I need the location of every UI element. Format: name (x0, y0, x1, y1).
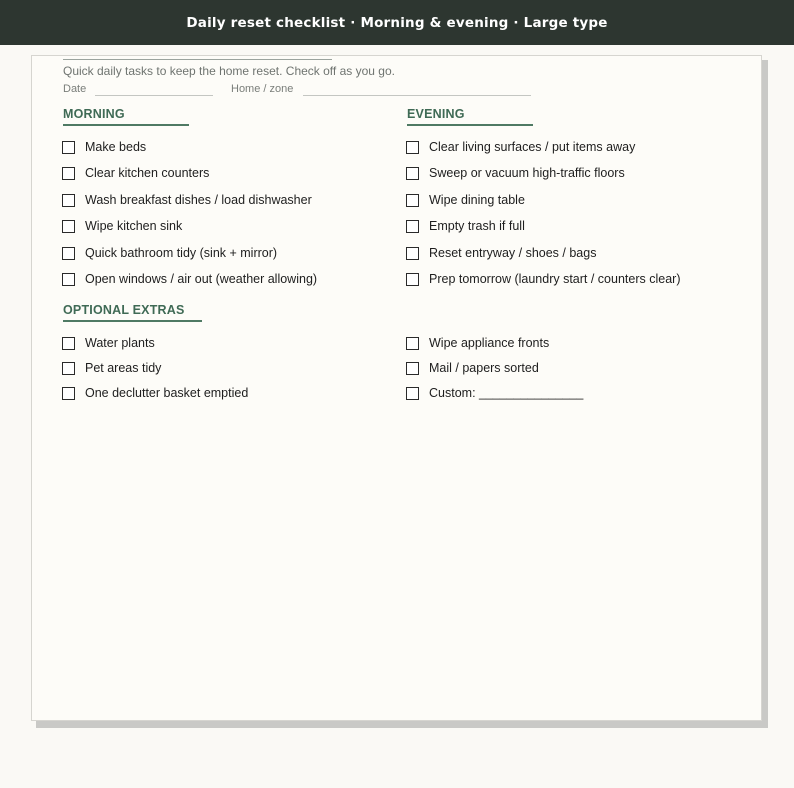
item-label: Prep tomorrow (laundry start / counters clear) (429, 272, 681, 286)
date-field-line[interactable] (95, 95, 213, 96)
checkbox[interactable] (406, 273, 419, 286)
morning-rule (63, 124, 189, 126)
extras-item[interactable] (406, 336, 549, 350)
item-label: Wash breakfast dishes / load dishwasher (85, 193, 312, 207)
checkbox[interactable] (62, 141, 75, 154)
extras-item[interactable] (406, 361, 539, 375)
checkbox[interactable] (62, 362, 75, 375)
checkbox[interactable] (62, 167, 75, 180)
checkbox[interactable] (406, 362, 419, 375)
checkbox[interactable] (62, 194, 75, 207)
evening-item[interactable] (406, 166, 625, 180)
morning-item[interactable] (62, 246, 277, 260)
item-label: Mail / papers sorted (429, 361, 539, 375)
checkbox[interactable] (406, 141, 419, 154)
checkbox[interactable] (62, 273, 75, 286)
checkbox[interactable] (62, 220, 75, 233)
item-label: Make beds (85, 140, 147, 154)
evening-item[interactable] (406, 193, 525, 207)
zone-field-line[interactable] (303, 95, 531, 96)
morning-item[interactable] (62, 272, 317, 286)
evening-item[interactable] (406, 219, 525, 233)
morning-item[interactable] (62, 219, 182, 233)
checkbox[interactable] (62, 387, 75, 400)
item-label: Custom: _______________ (429, 386, 584, 400)
morning-item[interactable] (62, 140, 146, 154)
evening-item[interactable] (406, 246, 596, 260)
extras-item[interactable] (62, 361, 161, 375)
item-label: Water plants (85, 336, 155, 350)
item-label: Reset entryway / shoes / bags (429, 246, 597, 260)
item-label: Sweep or vacuum high-traffic floors (429, 166, 625, 180)
checkbox[interactable] (406, 194, 419, 207)
evening-item[interactable] (406, 140, 635, 154)
item-label: Wipe appliance fronts (429, 336, 550, 350)
checkbox[interactable] (62, 337, 75, 350)
item-label: Empty trash if full (429, 219, 525, 233)
item-label: Clear kitchen counters (85, 166, 210, 180)
header-bar (0, 0, 794, 45)
page-title: Daily reset checklist · Morning & evening · Large type (186, 14, 608, 31)
evening-heading: EVENING (407, 107, 465, 121)
title-rule (63, 59, 332, 60)
evening-item[interactable] (406, 272, 680, 286)
item-label: Clear living surfaces / put items away (429, 140, 636, 154)
checkbox[interactable] (406, 337, 419, 350)
item-label: Open windows / air out (weather allowing) (85, 272, 318, 286)
checkbox[interactable] (406, 247, 419, 260)
extras-item[interactable] (62, 336, 155, 350)
sheet-subtitle: Quick daily tasks to keep the home reset. Check off as you go. (63, 64, 395, 78)
checkbox[interactable] (62, 247, 75, 260)
evening-rule (407, 124, 533, 126)
item-label: Wipe kitchen sink (85, 219, 183, 233)
checkbox[interactable] (406, 387, 419, 400)
extras-item[interactable] (62, 386, 248, 400)
date-label: Date (63, 83, 87, 95)
extras-heading: OPTIONAL EXTRAS (63, 303, 185, 317)
item-label: Wipe dining table (429, 193, 525, 207)
extras-rule (63, 320, 202, 322)
extras-item[interactable] (406, 386, 583, 400)
morning-item[interactable] (62, 166, 209, 180)
item-label: One declutter basket emptied (85, 386, 249, 400)
item-label: Pet areas tidy (85, 361, 162, 375)
zone-label: Home / zone (231, 83, 294, 95)
checkbox[interactable] (406, 220, 419, 233)
checkbox[interactable] (406, 167, 419, 180)
morning-heading: MORNING (63, 107, 125, 121)
item-label: Quick bathroom tidy (sink + mirror) (85, 246, 278, 260)
morning-item[interactable] (62, 193, 312, 207)
